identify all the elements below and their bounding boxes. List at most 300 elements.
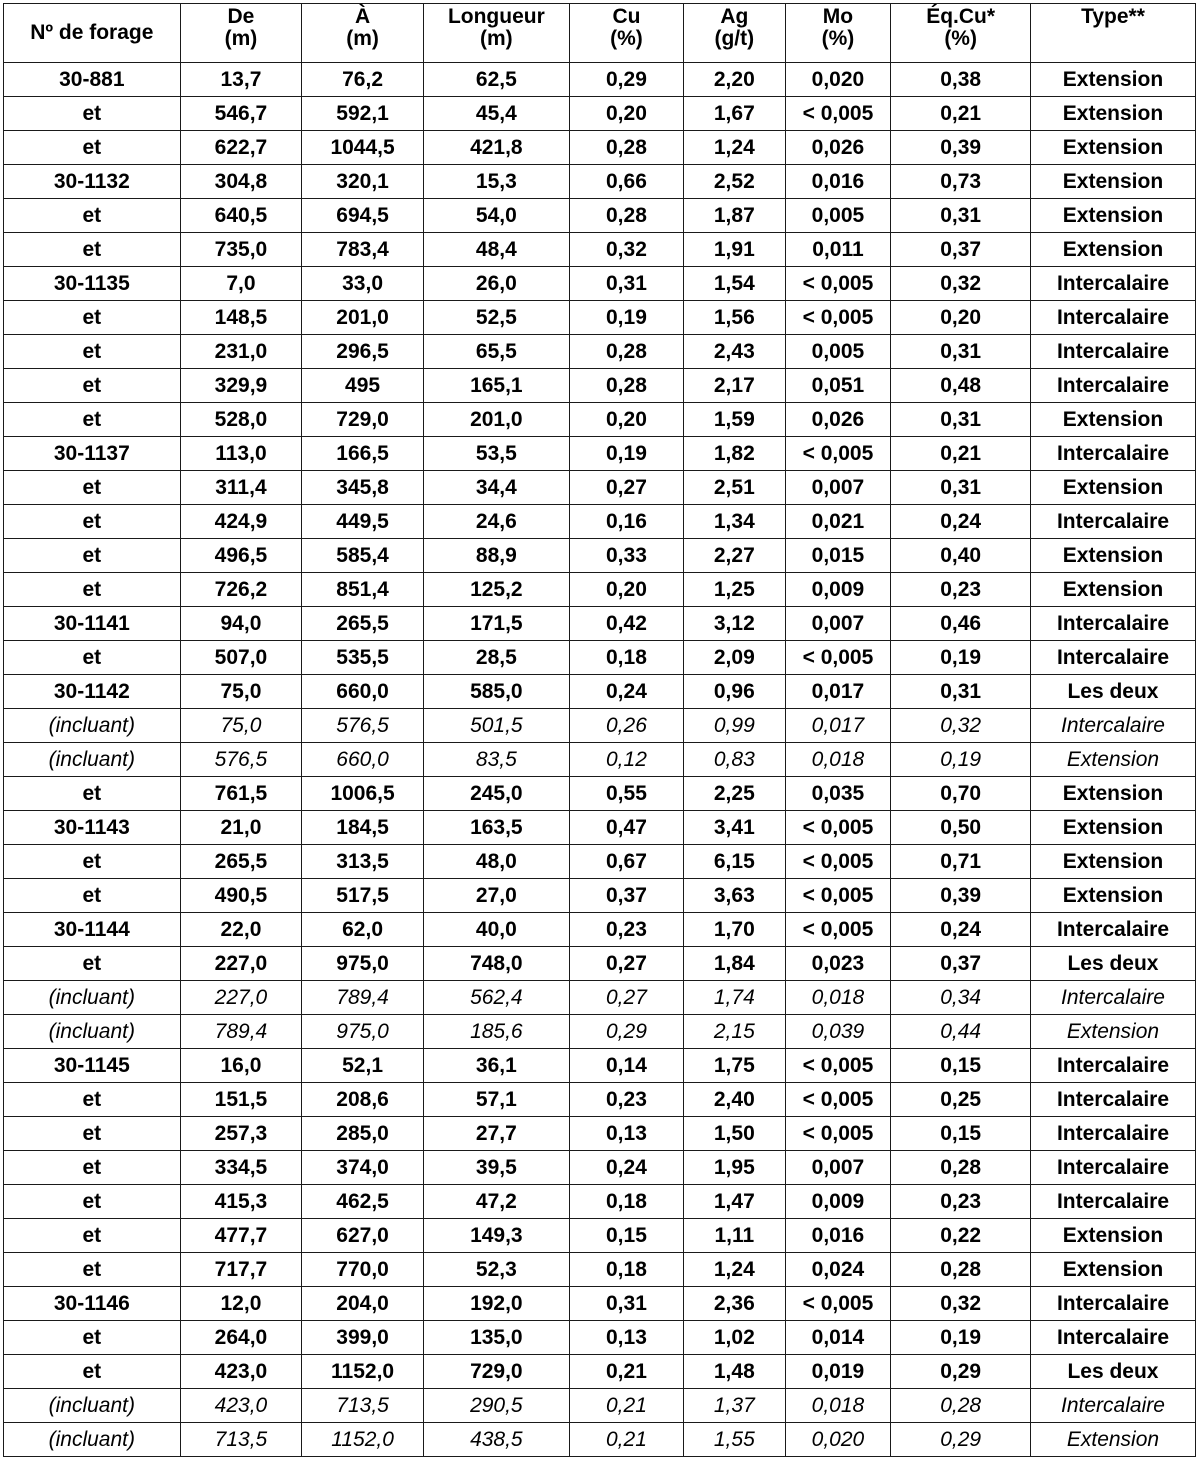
cell-type: Intercalaire — [1030, 335, 1195, 369]
cell-type: Extension — [1030, 199, 1195, 233]
cell-length: 52,3 — [423, 1253, 569, 1287]
cell-from: 334,5 — [180, 1151, 302, 1185]
cell-cu: 0,18 — [569, 1185, 683, 1219]
cell-cu-eq: 0,40 — [891, 539, 1031, 573]
cell-from: 311,4 — [180, 471, 302, 505]
cell-to: 296,5 — [302, 335, 424, 369]
cell-type: Extension — [1030, 403, 1195, 437]
cell-type: Extension — [1030, 1253, 1195, 1287]
cell-to: 33,0 — [302, 267, 424, 301]
cell-hole-number: et — [4, 1355, 181, 1389]
table-row — [4, 777, 1196, 811]
cell-hole-number: et — [4, 97, 181, 131]
table-row — [4, 1287, 1196, 1321]
cell-ag: 1,74 — [684, 981, 786, 1015]
cell-type: Extension — [1030, 777, 1195, 811]
cell-ag: 2,17 — [684, 369, 786, 403]
cell-cu-eq: 0,39 — [891, 879, 1031, 913]
cell-ag: 3,12 — [684, 607, 786, 641]
cell-length: 26,0 — [423, 267, 569, 301]
cell-type: Extension — [1030, 845, 1195, 879]
cell-cu: 0,12 — [569, 743, 683, 777]
cell-length: 201,0 — [423, 403, 569, 437]
cell-cu: 0,28 — [569, 335, 683, 369]
cell-to: 374,0 — [302, 1151, 424, 1185]
cell-type: Intercalaire — [1030, 1287, 1195, 1321]
cell-cu: 0,21 — [569, 1423, 683, 1457]
cell-from: 151,5 — [180, 1083, 302, 1117]
cell-cu: 0,23 — [569, 1083, 683, 1117]
cell-ag: 1,25 — [684, 573, 786, 607]
column-header-label: Cu — [612, 5, 641, 28]
cell-cu: 0,15 — [569, 1219, 683, 1253]
table-row — [4, 947, 1196, 981]
cell-cu: 0,27 — [569, 471, 683, 505]
cell-type: Extension — [1030, 573, 1195, 607]
cell-mo: < 0,005 — [785, 845, 891, 879]
table-row — [4, 63, 1196, 97]
cell-cu-eq: 0,29 — [891, 1355, 1031, 1389]
cell-from: 7,0 — [180, 267, 302, 301]
cell-ag: 1,84 — [684, 947, 786, 981]
column-header-unit: (%) — [821, 27, 855, 50]
cell-to: 975,0 — [302, 1015, 424, 1049]
cell-type: Les deux — [1030, 675, 1195, 709]
cell-cu: 0,66 — [569, 165, 683, 199]
cell-cu: 0,13 — [569, 1321, 683, 1355]
cell-from: 424,9 — [180, 505, 302, 539]
cell-cu-eq: 0,21 — [891, 97, 1031, 131]
cell-ag: 1,50 — [684, 1117, 786, 1151]
cell-length: 48,0 — [423, 845, 569, 879]
cell-length: 748,0 — [423, 947, 569, 981]
table-body — [4, 63, 1196, 1457]
cell-from: 490,5 — [180, 879, 302, 913]
cell-length: 171,5 — [423, 607, 569, 641]
cell-hole-number: et — [4, 335, 181, 369]
cell-type: Intercalaire — [1030, 641, 1195, 675]
cell-ag: 1,56 — [684, 301, 786, 335]
cell-to: 627,0 — [302, 1219, 424, 1253]
cell-hole-number: et — [4, 301, 181, 335]
table-row-including — [4, 743, 1196, 777]
cell-from: 713,5 — [180, 1423, 302, 1457]
cell-to: 345,8 — [302, 471, 424, 505]
cell-cu-eq: 0,24 — [891, 913, 1031, 947]
column-header-label: De — [227, 5, 255, 28]
cell-to: 576,5 — [302, 709, 424, 743]
table-row — [4, 403, 1196, 437]
cell-ag: 6,15 — [684, 845, 786, 879]
cell-type: Intercalaire — [1030, 709, 1195, 743]
table-row-including — [4, 709, 1196, 743]
cell-length: 501,5 — [423, 709, 569, 743]
cell-cu-eq: 0,15 — [891, 1117, 1031, 1151]
cell-length: 27,0 — [423, 879, 569, 913]
cell-to: 713,5 — [302, 1389, 424, 1423]
cell-mo: 0,016 — [785, 165, 891, 199]
cell-mo: < 0,005 — [785, 641, 891, 675]
cell-to: 783,4 — [302, 233, 424, 267]
table-row-including — [4, 1389, 1196, 1423]
column-header-hole-number — [4, 4, 181, 63]
cell-cu-eq: 0,22 — [891, 1219, 1031, 1253]
cell-hole-number: 30-1143 — [4, 811, 181, 845]
cell-hole-number: et — [4, 845, 181, 879]
cell-from: 576,5 — [180, 743, 302, 777]
cell-hole-number: et — [4, 1185, 181, 1219]
cell-from: 148,5 — [180, 301, 302, 335]
cell-ag: 0,99 — [684, 709, 786, 743]
column-header-label: À — [354, 5, 371, 28]
table-row — [4, 131, 1196, 165]
cell-mo: 0,051 — [785, 369, 891, 403]
table-row — [4, 165, 1196, 199]
cell-mo: < 0,005 — [785, 1117, 891, 1151]
cell-ag: 3,41 — [684, 811, 786, 845]
cell-ag: 1,67 — [684, 97, 786, 131]
cell-from: 329,9 — [180, 369, 302, 403]
cell-cu-eq: 0,23 — [891, 1185, 1031, 1219]
column-header-to — [302, 4, 424, 63]
cell-hole-number: et — [4, 641, 181, 675]
cell-hole-number: et — [4, 471, 181, 505]
cell-from: 264,0 — [180, 1321, 302, 1355]
cell-type: Extension — [1030, 471, 1195, 505]
cell-length: 192,0 — [423, 1287, 569, 1321]
cell-ag: 2,27 — [684, 539, 786, 573]
cell-hole-number: et — [4, 1321, 181, 1355]
cell-to: 208,6 — [302, 1083, 424, 1117]
cell-mo: 0,007 — [785, 1151, 891, 1185]
cell-to: 204,0 — [302, 1287, 424, 1321]
cell-cu-eq: 0,29 — [891, 1423, 1031, 1457]
cell-type: Les deux — [1030, 1355, 1195, 1389]
cell-from: 496,5 — [180, 539, 302, 573]
table-row — [4, 437, 1196, 471]
cell-to: 313,5 — [302, 845, 424, 879]
cell-cu: 0,19 — [569, 437, 683, 471]
cell-cu-eq: 0,28 — [891, 1253, 1031, 1287]
cell-mo: 0,035 — [785, 777, 891, 811]
cell-type: Extension — [1030, 539, 1195, 573]
cell-mo: 0,015 — [785, 539, 891, 573]
cell-cu-eq: 0,20 — [891, 301, 1031, 335]
cell-cu-eq: 0,44 — [891, 1015, 1031, 1049]
cell-cu: 0,42 — [569, 607, 683, 641]
cell-ag: 1,02 — [684, 1321, 786, 1355]
cell-from: 21,0 — [180, 811, 302, 845]
cell-hole-number: 30-1132 — [4, 165, 181, 199]
cell-from: 75,0 — [180, 709, 302, 743]
cell-length: 52,5 — [423, 301, 569, 335]
cell-cu: 0,31 — [569, 267, 683, 301]
cell-from: 622,7 — [180, 131, 302, 165]
cell-cu-eq: 0,19 — [891, 1321, 1031, 1355]
cell-length: 165,1 — [423, 369, 569, 403]
cell-mo: 0,017 — [785, 675, 891, 709]
table-row — [4, 879, 1196, 913]
table-row — [4, 607, 1196, 641]
cell-type: Extension — [1030, 233, 1195, 267]
cell-length: 135,0 — [423, 1321, 569, 1355]
table-row — [4, 913, 1196, 947]
cell-to: 1152,0 — [302, 1355, 424, 1389]
cell-mo: < 0,005 — [785, 97, 891, 131]
cell-type: Intercalaire — [1030, 1049, 1195, 1083]
cell-length: 421,8 — [423, 131, 569, 165]
cell-mo: 0,005 — [785, 335, 891, 369]
cell-mo: 0,020 — [785, 63, 891, 97]
column-header-unit: (m) — [224, 27, 258, 50]
cell-ag: 1,91 — [684, 233, 786, 267]
cell-mo: < 0,005 — [785, 267, 891, 301]
cell-hole-number: et — [4, 777, 181, 811]
cell-to: 770,0 — [302, 1253, 424, 1287]
cell-cu-eq: 0,32 — [891, 267, 1031, 301]
cell-type: Intercalaire — [1030, 1389, 1195, 1423]
cell-to: 517,5 — [302, 879, 424, 913]
cell-to: 62,0 — [302, 913, 424, 947]
cell-ag: 1,48 — [684, 1355, 786, 1389]
column-header-ag — [684, 4, 786, 63]
cell-type: Intercalaire — [1030, 981, 1195, 1015]
cell-hole-number: et — [4, 879, 181, 913]
table-row — [4, 369, 1196, 403]
cell-mo: 0,026 — [785, 403, 891, 437]
cell-to: 265,5 — [302, 607, 424, 641]
cell-length: 24,6 — [423, 505, 569, 539]
cell-ag: 0,83 — [684, 743, 786, 777]
cell-length: 15,3 — [423, 165, 569, 199]
cell-length: 290,5 — [423, 1389, 569, 1423]
cell-cu: 0,32 — [569, 233, 683, 267]
cell-type: Intercalaire — [1030, 1321, 1195, 1355]
cell-cu-eq: 0,21 — [891, 437, 1031, 471]
cell-to: 585,4 — [302, 539, 424, 573]
cell-hole-number: 30-1146 — [4, 1287, 181, 1321]
cell-from: 13,7 — [180, 63, 302, 97]
table-row — [4, 573, 1196, 607]
cell-ag: 1,59 — [684, 403, 786, 437]
cell-cu: 0,19 — [569, 301, 683, 335]
cell-cu-eq: 0,37 — [891, 233, 1031, 267]
table-row — [4, 1049, 1196, 1083]
column-header-type — [1030, 4, 1195, 63]
cell-length: 47,2 — [423, 1185, 569, 1219]
cell-ag: 1,95 — [684, 1151, 786, 1185]
cell-length: 149,3 — [423, 1219, 569, 1253]
cell-mo: 0,024 — [785, 1253, 891, 1287]
cell-cu: 0,24 — [569, 675, 683, 709]
column-header-unit: (%) — [944, 27, 977, 50]
cell-from: 477,7 — [180, 1219, 302, 1253]
table-row — [4, 1321, 1196, 1355]
cell-hole-number: (incluant) — [4, 709, 181, 743]
cell-hole-number: (incluant) — [4, 1423, 181, 1457]
cell-cu: 0,29 — [569, 1015, 683, 1049]
cell-hole-number: et — [4, 573, 181, 607]
cell-hole-number: et — [4, 403, 181, 437]
table-row — [4, 1355, 1196, 1389]
cell-hole-number: et — [4, 539, 181, 573]
cell-ag: 2,36 — [684, 1287, 786, 1321]
cell-length: 562,4 — [423, 981, 569, 1015]
cell-cu-eq: 0,31 — [891, 335, 1031, 369]
cell-type: Extension — [1030, 165, 1195, 199]
cell-hole-number: 30-1142 — [4, 675, 181, 709]
table-row — [4, 97, 1196, 131]
cell-from: 507,0 — [180, 641, 302, 675]
cell-cu: 0,55 — [569, 777, 683, 811]
cell-mo: < 0,005 — [785, 437, 891, 471]
cell-ag: 2,51 — [684, 471, 786, 505]
cell-to: 76,2 — [302, 63, 424, 97]
cell-ag: 1,70 — [684, 913, 786, 947]
table-row — [4, 267, 1196, 301]
cell-to: 166,5 — [302, 437, 424, 471]
table-row — [4, 1151, 1196, 1185]
table-row — [4, 1253, 1196, 1287]
column-header-label: Longueur — [447, 5, 545, 28]
column-header-unit: (m) — [346, 27, 379, 50]
cell-type: Extension — [1030, 97, 1195, 131]
cell-from: 75,0 — [180, 675, 302, 709]
cell-from: 761,5 — [180, 777, 302, 811]
column-header-mo — [785, 4, 891, 63]
cell-cu: 0,18 — [569, 1253, 683, 1287]
cell-cu-eq: 0,37 — [891, 947, 1031, 981]
cell-mo: < 0,005 — [785, 301, 891, 335]
cell-length: 53,5 — [423, 437, 569, 471]
cell-length: 34,4 — [423, 471, 569, 505]
cell-length: 88,9 — [423, 539, 569, 573]
cell-cu-eq: 0,70 — [891, 777, 1031, 811]
cell-from: 735,0 — [180, 233, 302, 267]
table-row — [4, 811, 1196, 845]
cell-cu: 0,23 — [569, 913, 683, 947]
cell-type: Extension — [1030, 1219, 1195, 1253]
cell-ag: 2,20 — [684, 63, 786, 97]
cell-cu-eq: 0,34 — [891, 981, 1031, 1015]
cell-cu: 0,18 — [569, 641, 683, 675]
cell-cu-eq: 0,32 — [891, 709, 1031, 743]
cell-length: 185,6 — [423, 1015, 569, 1049]
cell-hole-number: 30-881 — [4, 63, 181, 97]
cell-cu-eq: 0,31 — [891, 199, 1031, 233]
cell-ag: 3,63 — [684, 879, 786, 913]
cell-cu-eq: 0,19 — [891, 641, 1031, 675]
cell-length: 40,0 — [423, 913, 569, 947]
cell-mo: 0,019 — [785, 1355, 891, 1389]
cell-cu: 0,37 — [569, 879, 683, 913]
table-row — [4, 539, 1196, 573]
cell-cu-eq: 0,39 — [891, 131, 1031, 165]
column-header-unit: (m) — [480, 27, 513, 50]
cell-to: 729,0 — [302, 403, 424, 437]
cell-hole-number: (incluant) — [4, 1389, 181, 1423]
cell-mo: 0,023 — [785, 947, 891, 981]
cell-length: 54,0 — [423, 199, 569, 233]
cell-to: 184,5 — [302, 811, 424, 845]
cell-type: Extension — [1030, 131, 1195, 165]
cell-length: 57,1 — [423, 1083, 569, 1117]
cell-mo: 0,014 — [785, 1321, 891, 1355]
cell-to: 1152,0 — [302, 1423, 424, 1457]
cell-type: Extension — [1030, 743, 1195, 777]
cell-cu-eq: 0,25 — [891, 1083, 1031, 1117]
cell-length: 163,5 — [423, 811, 569, 845]
cell-from: 22,0 — [180, 913, 302, 947]
cell-hole-number: et — [4, 369, 181, 403]
cell-cu: 0,24 — [569, 1151, 683, 1185]
cell-to: 851,4 — [302, 573, 424, 607]
cell-mo: 0,018 — [785, 743, 891, 777]
cell-from: 726,2 — [180, 573, 302, 607]
cell-cu: 0,47 — [569, 811, 683, 845]
cell-cu: 0,21 — [569, 1389, 683, 1423]
cell-hole-number: (incluant) — [4, 1015, 181, 1049]
cell-type: Intercalaire — [1030, 369, 1195, 403]
cell-cu: 0,29 — [569, 63, 683, 97]
cell-to: 285,0 — [302, 1117, 424, 1151]
cell-hole-number: et — [4, 199, 181, 233]
cell-ag: 1,55 — [684, 1423, 786, 1457]
cell-ag: 0,96 — [684, 675, 786, 709]
cell-cu: 0,27 — [569, 947, 683, 981]
cell-ag: 1,54 — [684, 267, 786, 301]
cell-hole-number: 30-1144 — [4, 913, 181, 947]
cell-mo: 0,009 — [785, 1185, 891, 1219]
cell-hole-number: et — [4, 1117, 181, 1151]
table-row — [4, 1185, 1196, 1219]
cell-length: 729,0 — [423, 1355, 569, 1389]
cell-cu: 0,28 — [569, 131, 683, 165]
cell-cu: 0,26 — [569, 709, 683, 743]
cell-cu: 0,20 — [569, 97, 683, 131]
cell-to: 694,5 — [302, 199, 424, 233]
table-row — [4, 845, 1196, 879]
column-header-unit: (%) — [610, 27, 643, 50]
cell-from: 265,5 — [180, 845, 302, 879]
cell-hole-number: et — [4, 1219, 181, 1253]
cell-cu: 0,14 — [569, 1049, 683, 1083]
cell-cu-eq: 0,28 — [891, 1151, 1031, 1185]
column-header-label: Mo — [822, 5, 854, 28]
cell-to: 1006,5 — [302, 777, 424, 811]
table-row — [4, 1219, 1196, 1253]
cell-type: Extension — [1030, 811, 1195, 845]
cell-ag: 1,75 — [684, 1049, 786, 1083]
cell-mo: 0,018 — [785, 1389, 891, 1423]
cell-from: 227,0 — [180, 947, 302, 981]
cell-cu-eq: 0,73 — [891, 165, 1031, 199]
cell-ag: 1,47 — [684, 1185, 786, 1219]
cell-mo: < 0,005 — [785, 811, 891, 845]
cell-to: 592,1 — [302, 97, 424, 131]
cell-mo: 0,007 — [785, 607, 891, 641]
cell-from: 231,0 — [180, 335, 302, 369]
cell-cu: 0,67 — [569, 845, 683, 879]
cell-cu-eq: 0,50 — [891, 811, 1031, 845]
cell-cu-eq: 0,31 — [891, 471, 1031, 505]
cell-from: 546,7 — [180, 97, 302, 131]
cell-mo: < 0,005 — [785, 1083, 891, 1117]
cell-from: 227,0 — [180, 981, 302, 1015]
cell-from: 113,0 — [180, 437, 302, 471]
cell-hole-number: et — [4, 505, 181, 539]
cell-mo: 0,017 — [785, 709, 891, 743]
